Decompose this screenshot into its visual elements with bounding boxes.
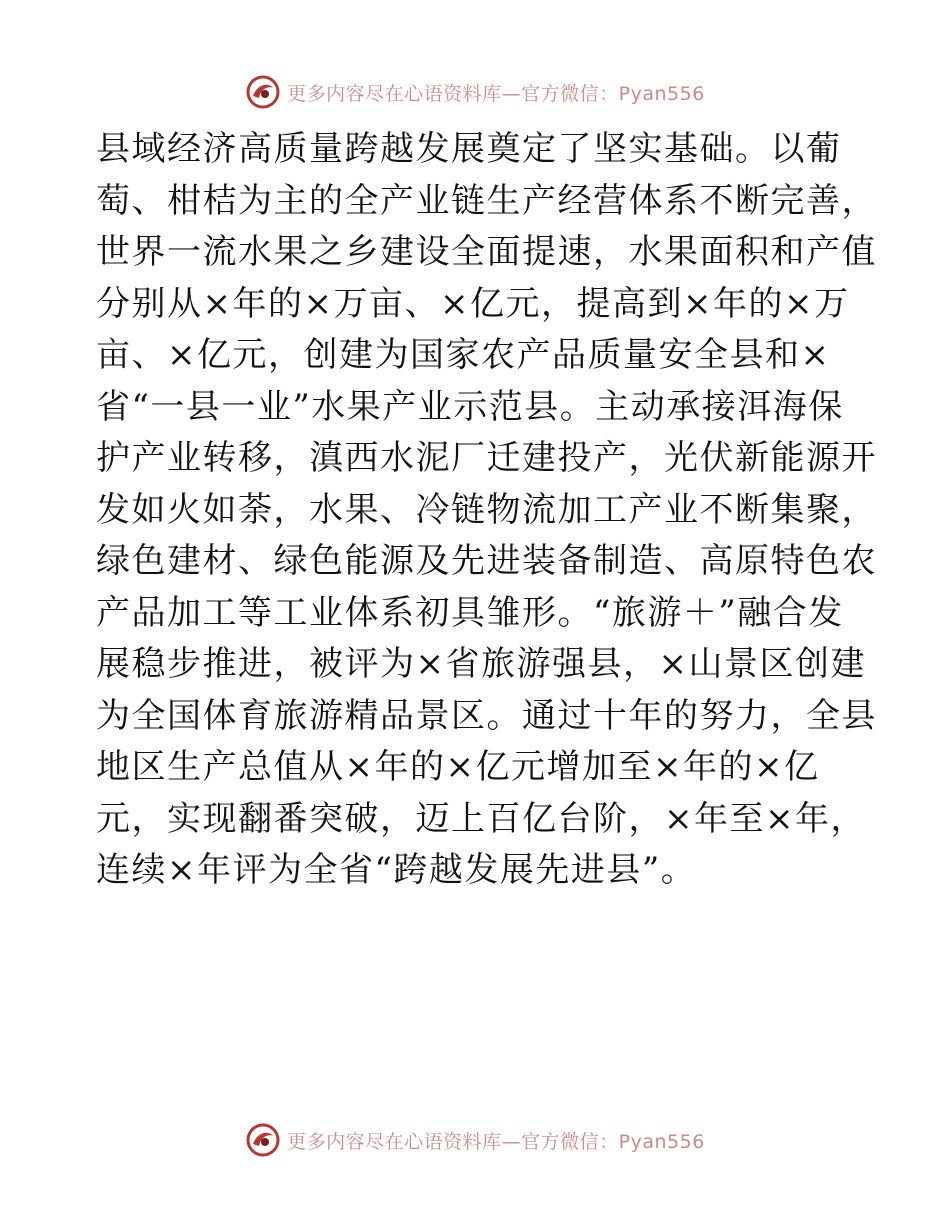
document-paragraph bbox=[96, 124, 877, 897]
paragraph-line: 县域经济高质量跨越发展奠定了坚实基础。以葡 bbox=[96, 129, 842, 169]
paragraph-line: 展稳步推进，被评为×省旅游强县，×山景区创建 bbox=[96, 644, 866, 684]
paragraph-line: 发如火如荼，水果、冷链物流加工产业不断集聚， bbox=[96, 489, 877, 530]
header-watermark-text: 更多内容尽在心语资料库—官方微信：Pyan556 bbox=[287, 82, 705, 105]
paragraph-line: 亩、×亿元，创建为国家农产品质量安全县和× bbox=[96, 335, 831, 375]
footer-watermark bbox=[0, 1120, 950, 1160]
paragraph-line: 连续×年评为全省“跨越发展先进县”。 bbox=[96, 850, 697, 890]
swirl-logo-icon bbox=[245, 1122, 281, 1158]
paragraph-line: 省“一县一业”水果产业示范县。主动承接洱海保 bbox=[96, 386, 844, 427]
paragraph-line: 为全国体育旅游精品景区。通过十年的努力，全县 bbox=[96, 695, 877, 736]
paragraph-line: 萄、柑桔为主的全产业链生产经营体系不断完善， bbox=[96, 180, 877, 221]
paragraph-line: 地区生产总值从×年的×亿元增加至×年的×亿 bbox=[96, 747, 820, 787]
paragraph-line: 元，实现翻番突破，迈上百亿台阶，×年至×年， bbox=[96, 798, 866, 839]
paragraph-line: 护产业转移，滇西水泥厂迁建投产，光伏新能源开 bbox=[96, 438, 877, 478]
paragraph-line: 产品加工等工业体系初具雏形。“旅游＋”融合发 bbox=[96, 592, 844, 633]
paragraph-line: 分别从×年的×万亩、×亿元，提高到×年的×万 bbox=[96, 283, 850, 324]
paragraph-line: 绿色建材、绿色能源及先进装备制造、高原特色农 bbox=[96, 541, 877, 581]
header-watermark bbox=[0, 72, 950, 112]
swirl-logo-icon bbox=[245, 74, 281, 110]
footer-watermark-text: 更多内容尽在心语资料库—官方微信：Pyan556 bbox=[287, 1130, 705, 1153]
paragraph-line: 世界一流水果之乡建设全面提速，水果面积和产值 bbox=[96, 232, 877, 272]
